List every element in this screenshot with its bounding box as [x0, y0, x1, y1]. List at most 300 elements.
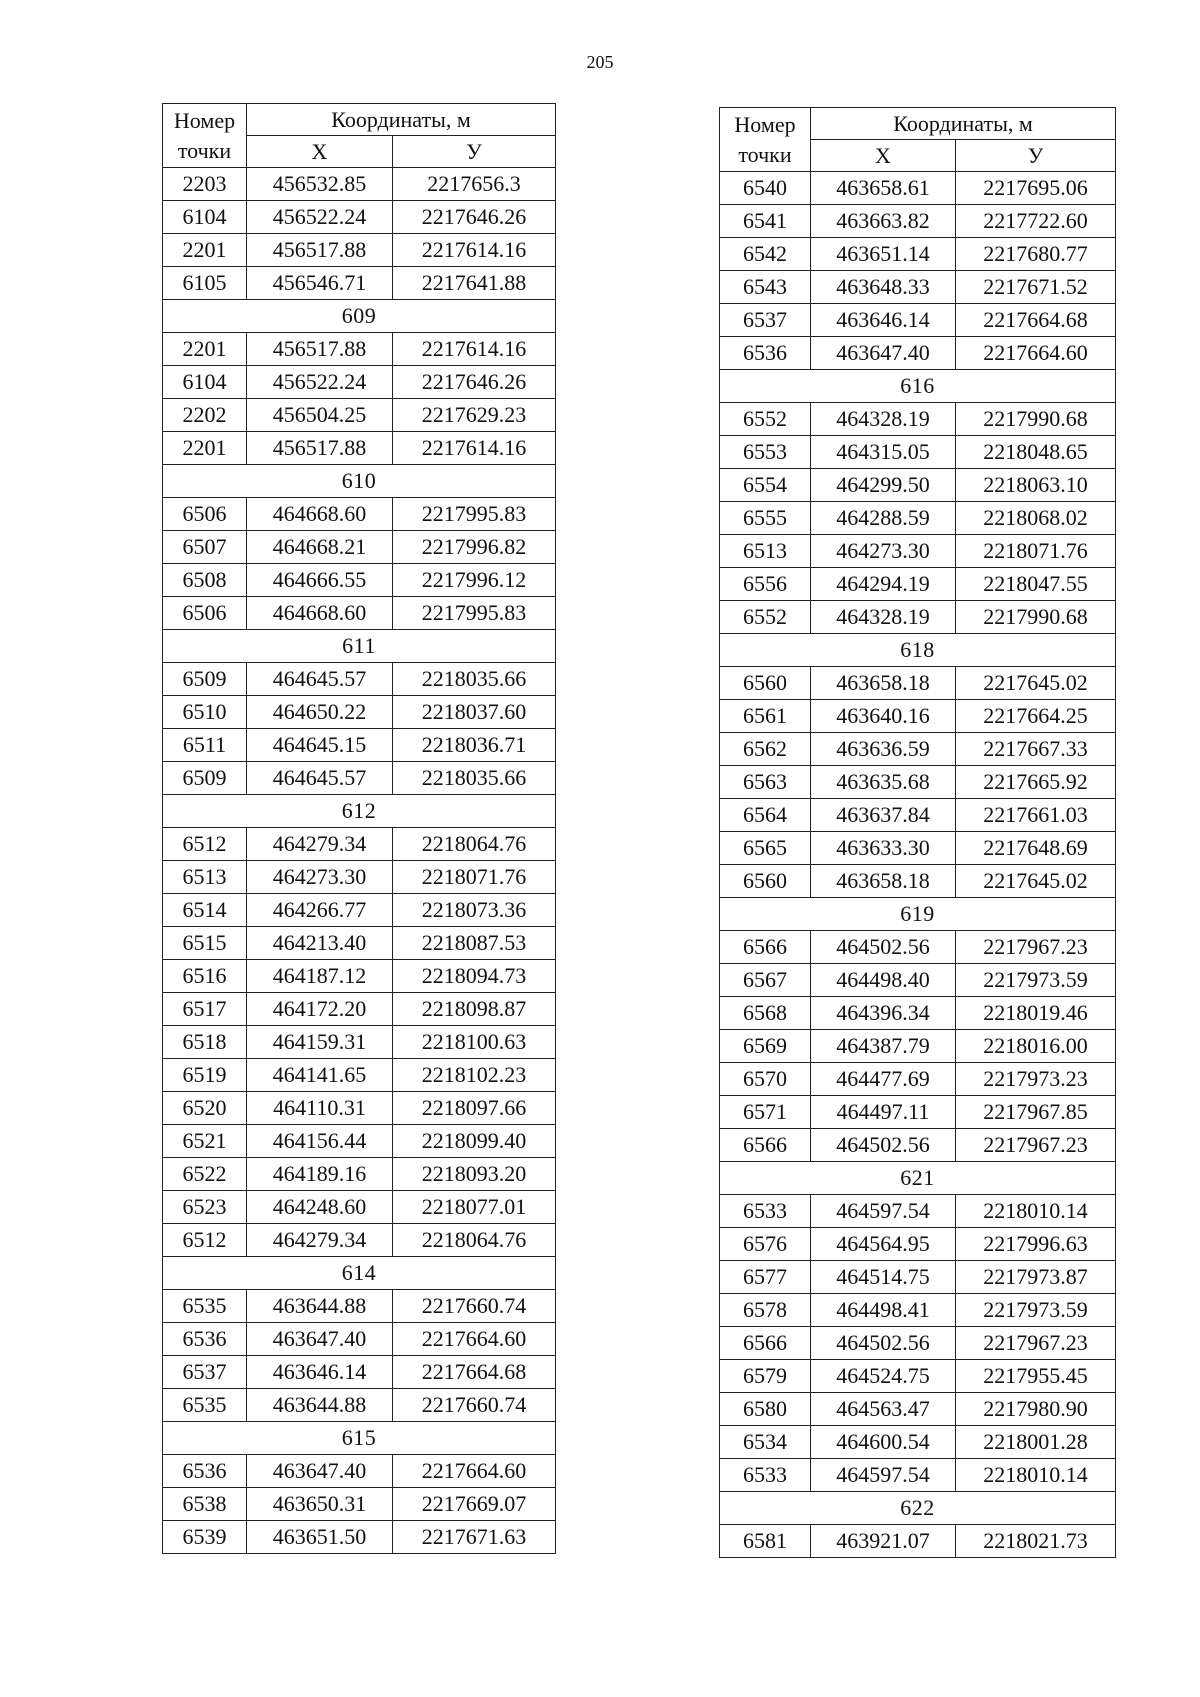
section-number: 621 [720, 1162, 1116, 1195]
point-number-cell: 6513 [720, 535, 811, 568]
table-row [163, 1323, 556, 1356]
x-coordinate-cell: 463921.07 [811, 1525, 956, 1558]
x-coordinate-cell: 456522.24 [247, 366, 393, 399]
table-row [163, 1455, 556, 1488]
point-number-cell: 6563 [720, 766, 811, 799]
point-number-cell: 6533 [720, 1195, 811, 1228]
x-coordinate-cell: 456546.71 [247, 267, 393, 300]
y-coordinate-cell: 2217614.16 [393, 432, 556, 465]
x-coordinate-cell: 464273.30 [247, 861, 393, 894]
table-row [163, 894, 556, 927]
table-row [720, 535, 1116, 568]
x-coordinate-cell: 456504.25 [247, 399, 393, 432]
x-coordinate-cell: 464328.19 [811, 403, 956, 436]
x-coordinate-cell: 464328.19 [811, 601, 956, 634]
x-coordinate-cell: 464315.05 [811, 436, 956, 469]
x-coordinate-cell: 463650.31 [247, 1488, 393, 1521]
point-number-cell: 6517 [163, 993, 247, 1026]
point-number-cell: 6521 [163, 1125, 247, 1158]
point-number-cell: 6515 [163, 927, 247, 960]
y-coordinate-cell: 2217660.74 [393, 1389, 556, 1422]
table-row [720, 403, 1116, 436]
table-row [720, 700, 1116, 733]
point-number-cell: 6513 [163, 861, 247, 894]
x-coordinate-cell: 464502.56 [811, 931, 956, 964]
y-coordinate-cell: 2217967.23 [956, 1327, 1116, 1360]
y-coordinate-cell: 2217664.68 [393, 1356, 556, 1389]
x-coordinate-cell: 464497.11 [811, 1096, 956, 1129]
point-number-cell: 6104 [163, 201, 247, 234]
table-row [163, 861, 556, 894]
point-number-cell: 6555 [720, 502, 811, 535]
table-row [163, 597, 556, 630]
y-coordinate-cell: 2217990.68 [956, 601, 1116, 634]
x-column-header: X [247, 136, 393, 168]
point-number-cell: 6571 [720, 1096, 811, 1129]
y-coordinate-cell: 2218097.66 [393, 1092, 556, 1125]
y-coordinate-cell: 2217967.85 [956, 1096, 1116, 1129]
point-number-cell: 6577 [720, 1261, 811, 1294]
y-column-header: У [956, 140, 1116, 172]
section-row [720, 1492, 1116, 1525]
x-coordinate-cell: 464645.15 [247, 729, 393, 762]
section-number: 612 [163, 795, 556, 828]
x-coordinate-cell: 464279.34 [247, 828, 393, 861]
table-body-left [163, 168, 556, 1554]
point-number-cell: 6567 [720, 964, 811, 997]
table-row [720, 502, 1116, 535]
y-coordinate-cell: 2217646.26 [393, 366, 556, 399]
x-coordinate-cell: 463651.50 [247, 1521, 393, 1554]
x-coordinate-cell: 464387.79 [811, 1030, 956, 1063]
coordinates-table-left [162, 103, 556, 1554]
point-number-cell: 6520 [163, 1092, 247, 1125]
x-coordinate-cell: 456517.88 [247, 432, 393, 465]
x-coordinate-cell: 464248.60 [247, 1191, 393, 1224]
y-coordinate-cell: 2218073.36 [393, 894, 556, 927]
x-coordinate-cell: 464502.56 [811, 1327, 956, 1360]
y-coordinate-cell: 2218098.87 [393, 993, 556, 1026]
x-coordinate-cell: 464299.50 [811, 469, 956, 502]
coordinates-header: Координаты, м [811, 108, 1116, 140]
section-row [720, 898, 1116, 931]
x-coordinate-cell: 464645.57 [247, 663, 393, 696]
y-coordinate-cell: 2217661.03 [956, 799, 1116, 832]
x-coordinate-cell: 464668.60 [247, 597, 393, 630]
x-coordinate-cell: 464477.69 [811, 1063, 956, 1096]
x-coordinate-cell: 463647.40 [247, 1455, 393, 1488]
table-row [720, 997, 1116, 1030]
table-row [163, 1026, 556, 1059]
point-number-header [720, 108, 811, 172]
y-coordinate-cell: 2217973.59 [956, 964, 1116, 997]
y-coordinate-cell: 2218094.73 [393, 960, 556, 993]
x-coordinate-cell: 463637.84 [811, 799, 956, 832]
point-number-cell: 6576 [720, 1228, 811, 1261]
point-number-cell: 6509 [163, 663, 247, 696]
point-number-cell: 6105 [163, 267, 247, 300]
table-row [720, 865, 1116, 898]
point-number-cell: 6542 [720, 238, 811, 271]
x-coordinate-cell: 464159.31 [247, 1026, 393, 1059]
section-number: 610 [163, 465, 556, 498]
x-coordinate-cell: 464141.65 [247, 1059, 393, 1092]
y-coordinate-cell: 2217973.87 [956, 1261, 1116, 1294]
y-coordinate-cell: 2217671.63 [393, 1521, 556, 1554]
y-coordinate-cell: 2218064.76 [393, 828, 556, 861]
table-row [720, 799, 1116, 832]
y-coordinate-cell: 2217955.45 [956, 1360, 1116, 1393]
y-coordinate-cell: 2218019.46 [956, 997, 1116, 1030]
table-row [720, 205, 1116, 238]
y-coordinate-cell: 2217695.06 [956, 172, 1116, 205]
y-coordinate-cell: 2217996.82 [393, 531, 556, 564]
table-row [163, 1389, 556, 1422]
x-coordinate-cell: 463644.88 [247, 1389, 393, 1422]
y-column-header: У [393, 136, 556, 168]
x-coordinate-cell: 463633.30 [811, 832, 956, 865]
point-number-cell: 6522 [163, 1158, 247, 1191]
y-coordinate-cell: 2217973.23 [956, 1063, 1116, 1096]
x-coordinate-cell: 464666.55 [247, 564, 393, 597]
y-coordinate-cell: 2217995.83 [393, 498, 556, 531]
point-number-cell: 6507 [163, 531, 247, 564]
section-row [163, 1422, 556, 1455]
x-coordinate-cell: 464563.47 [811, 1393, 956, 1426]
table-row [720, 1129, 1116, 1162]
y-coordinate-cell: 2218047.55 [956, 568, 1116, 601]
table-row [720, 1228, 1116, 1261]
y-coordinate-cell: 2218064.76 [393, 1224, 556, 1257]
section-number: 611 [163, 630, 556, 663]
table-row [163, 564, 556, 597]
y-coordinate-cell: 2217646.26 [393, 201, 556, 234]
section-row [163, 630, 556, 663]
y-coordinate-cell: 2218010.14 [956, 1459, 1116, 1492]
section-row [163, 465, 556, 498]
point-number-cell: 6552 [720, 601, 811, 634]
x-coordinate-cell: 463647.40 [247, 1323, 393, 1356]
section-number: 618 [720, 634, 1116, 667]
point-number-cell: 6523 [163, 1191, 247, 1224]
point-number-cell: 6533 [720, 1459, 811, 1492]
y-coordinate-cell: 2217980.90 [956, 1393, 1116, 1426]
y-coordinate-cell: 2217990.68 [956, 403, 1116, 436]
point-number-cell: 2201 [163, 234, 247, 267]
y-coordinate-cell: 2217664.60 [393, 1455, 556, 1488]
point-number-cell: 6516 [163, 960, 247, 993]
table-row [163, 1191, 556, 1224]
y-coordinate-cell: 2217680.77 [956, 238, 1116, 271]
table-row [163, 432, 556, 465]
y-coordinate-cell: 2217629.23 [393, 399, 556, 432]
point-number-cell: 6552 [720, 403, 811, 436]
table-row [163, 696, 556, 729]
table-row [720, 1294, 1116, 1327]
x-coordinate-cell: 463646.14 [811, 304, 956, 337]
section-number: 616 [720, 370, 1116, 403]
y-coordinate-cell: 2218071.76 [956, 535, 1116, 568]
point-number-cell: 2201 [163, 432, 247, 465]
point-number-cell: 6554 [720, 469, 811, 502]
x-coordinate-cell: 464396.34 [811, 997, 956, 1030]
x-coordinate-cell: 464502.56 [811, 1129, 956, 1162]
y-coordinate-cell: 2217614.16 [393, 234, 556, 267]
x-coordinate-cell: 464514.75 [811, 1261, 956, 1294]
x-coordinate-cell: 464597.54 [811, 1195, 956, 1228]
x-coordinate-cell: 463635.68 [811, 766, 956, 799]
point-number-cell: 6534 [720, 1426, 811, 1459]
x-coordinate-cell: 464279.34 [247, 1224, 393, 1257]
point-number-header-line2: точки [738, 142, 792, 167]
point-number-cell: 6537 [163, 1356, 247, 1389]
x-coordinate-cell: 464266.77 [247, 894, 393, 927]
x-coordinate-cell: 464524.75 [811, 1360, 956, 1393]
table-row [720, 1096, 1116, 1129]
x-coordinate-cell: 464498.40 [811, 964, 956, 997]
table-row [720, 832, 1116, 865]
point-number-cell: 6570 [720, 1063, 811, 1096]
y-coordinate-cell: 2218071.76 [393, 861, 556, 894]
table-row [720, 568, 1116, 601]
point-number-cell: 2202 [163, 399, 247, 432]
x-coordinate-cell: 464110.31 [247, 1092, 393, 1125]
table-row [720, 172, 1116, 205]
table-row [720, 766, 1116, 799]
point-number-cell: 6568 [720, 997, 811, 1030]
point-number-cell: 6553 [720, 436, 811, 469]
y-coordinate-cell: 2217645.02 [956, 667, 1116, 700]
y-coordinate-cell: 2218068.02 [956, 502, 1116, 535]
x-coordinate-cell: 463658.18 [811, 865, 956, 898]
point-number-cell: 6579 [720, 1360, 811, 1393]
table-row [163, 1356, 556, 1389]
x-coordinate-cell: 464668.21 [247, 531, 393, 564]
y-coordinate-cell: 2217722.60 [956, 205, 1116, 238]
x-coordinate-cell: 464600.54 [811, 1426, 956, 1459]
x-coordinate-cell: 463644.88 [247, 1290, 393, 1323]
y-coordinate-cell: 2217671.52 [956, 271, 1116, 304]
point-number-cell: 6535 [163, 1290, 247, 1323]
table-row [163, 762, 556, 795]
y-coordinate-cell: 2217669.07 [393, 1488, 556, 1521]
y-coordinate-cell: 2218036.71 [393, 729, 556, 762]
y-coordinate-cell: 2218063.10 [956, 469, 1116, 502]
y-coordinate-cell: 2218035.66 [393, 762, 556, 795]
table-row [163, 1521, 556, 1554]
section-row [163, 1257, 556, 1290]
x-coordinate-cell: 464288.59 [811, 502, 956, 535]
table-row [163, 267, 556, 300]
x-coordinate-cell: 464597.54 [811, 1459, 956, 1492]
x-coordinate-cell: 463647.40 [811, 337, 956, 370]
x-coordinate-cell: 456532.85 [247, 168, 393, 201]
point-number-cell: 6536 [163, 1455, 247, 1488]
x-coordinate-cell: 464498.41 [811, 1294, 956, 1327]
x-coordinate-cell: 463646.14 [247, 1356, 393, 1389]
table-row [163, 993, 556, 1026]
point-number-cell: 2201 [163, 333, 247, 366]
x-coordinate-cell: 464189.16 [247, 1158, 393, 1191]
x-coordinate-cell: 463651.14 [811, 238, 956, 271]
point-number-cell: 6518 [163, 1026, 247, 1059]
x-coordinate-cell: 464668.60 [247, 498, 393, 531]
point-number-cell: 6509 [163, 762, 247, 795]
table-row [720, 1261, 1116, 1294]
table-row [720, 733, 1116, 766]
table-body-right [720, 172, 1116, 1558]
y-coordinate-cell: 2218001.28 [956, 1426, 1116, 1459]
point-number-cell: 6541 [720, 205, 811, 238]
y-coordinate-cell: 2218021.73 [956, 1525, 1116, 1558]
y-coordinate-cell: 2217995.83 [393, 597, 556, 630]
point-number-cell: 6560 [720, 667, 811, 700]
y-coordinate-cell: 2217656.3 [393, 168, 556, 201]
point-number-cell: 6536 [163, 1323, 247, 1356]
point-number-cell: 6556 [720, 568, 811, 601]
point-number-cell: 6512 [163, 1224, 247, 1257]
x-coordinate-cell: 463658.18 [811, 667, 956, 700]
y-coordinate-cell: 2218102.23 [393, 1059, 556, 1092]
point-number-cell: 6566 [720, 1327, 811, 1360]
point-number-cell: 6536 [720, 337, 811, 370]
section-number: 615 [163, 1422, 556, 1455]
point-number-cell: 6510 [163, 696, 247, 729]
point-number-cell: 6543 [720, 271, 811, 304]
table-row [720, 271, 1116, 304]
x-coordinate-cell: 464273.30 [811, 535, 956, 568]
point-number-cell: 6560 [720, 865, 811, 898]
point-number-cell: 6540 [720, 172, 811, 205]
y-coordinate-cell: 2218037.60 [393, 696, 556, 729]
point-number-cell: 6514 [163, 894, 247, 927]
point-number-cell: 6511 [163, 729, 247, 762]
point-number-cell: 6512 [163, 828, 247, 861]
table-row [163, 1125, 556, 1158]
section-number: 622 [720, 1492, 1116, 1525]
point-number-cell: 6508 [163, 564, 247, 597]
y-coordinate-cell: 2218100.63 [393, 1026, 556, 1059]
point-number-cell: 6535 [163, 1389, 247, 1422]
y-coordinate-cell: 2218099.40 [393, 1125, 556, 1158]
table-row [163, 498, 556, 531]
y-coordinate-cell: 2217645.02 [956, 865, 1116, 898]
table-row [720, 1393, 1116, 1426]
point-number-cell: 6537 [720, 304, 811, 337]
x-coordinate-cell: 464172.20 [247, 993, 393, 1026]
x-coordinate-cell: 456517.88 [247, 333, 393, 366]
y-coordinate-cell: 2217667.33 [956, 733, 1116, 766]
table-row [720, 931, 1116, 964]
x-coordinate-cell: 463658.61 [811, 172, 956, 205]
point-number-header-line1: Номер [173, 108, 236, 133]
y-coordinate-cell: 2217665.92 [956, 766, 1116, 799]
y-coordinate-cell: 2218077.01 [393, 1191, 556, 1224]
point-number-cell: 6565 [720, 832, 811, 865]
point-number-cell: 6580 [720, 1393, 811, 1426]
point-number-header-line1: Номер [734, 112, 796, 137]
table-row [720, 238, 1116, 271]
section-number: 609 [163, 300, 556, 333]
table-row [163, 333, 556, 366]
table-row [163, 201, 556, 234]
table-row [720, 304, 1116, 337]
y-coordinate-cell: 2217664.68 [956, 304, 1116, 337]
table-row [163, 663, 556, 696]
x-coordinate-cell: 464213.40 [247, 927, 393, 960]
x-coordinate-cell: 463648.33 [811, 271, 956, 304]
x-coordinate-cell: 456517.88 [247, 234, 393, 267]
y-coordinate-cell: 2218035.66 [393, 663, 556, 696]
point-number-cell: 6564 [720, 799, 811, 832]
table-row [720, 1327, 1116, 1360]
table-row [163, 1092, 556, 1125]
table-row [163, 366, 556, 399]
table-row [163, 1059, 556, 1092]
table-row [163, 1290, 556, 1323]
y-coordinate-cell: 2218016.00 [956, 1030, 1116, 1063]
table-row [163, 729, 556, 762]
section-row [720, 1162, 1116, 1195]
x-coordinate-cell: 464156.44 [247, 1125, 393, 1158]
y-coordinate-cell: 2217660.74 [393, 1290, 556, 1323]
point-number-cell: 6539 [163, 1521, 247, 1554]
section-row [720, 370, 1116, 403]
table-row [163, 828, 556, 861]
y-coordinate-cell: 2217967.23 [956, 1129, 1116, 1162]
page-number: 205 [586, 52, 614, 72]
y-coordinate-cell: 2217641.88 [393, 267, 556, 300]
section-number: 614 [163, 1257, 556, 1290]
table-row [720, 337, 1116, 370]
y-coordinate-cell: 2217664.25 [956, 700, 1116, 733]
section-row [163, 300, 556, 333]
table-row [720, 601, 1116, 634]
y-coordinate-cell: 2217614.16 [393, 333, 556, 366]
table-row [720, 1030, 1116, 1063]
point-number-cell: 6104 [163, 366, 247, 399]
table-row [720, 1525, 1116, 1558]
point-number-cell: 6562 [720, 733, 811, 766]
x-coordinate-cell: 464564.95 [811, 1228, 956, 1261]
point-number-cell: 2203 [163, 168, 247, 201]
x-coordinate-cell: 456522.24 [247, 201, 393, 234]
y-coordinate-cell: 2217664.60 [956, 337, 1116, 370]
point-number-cell: 6581 [720, 1525, 811, 1558]
table-row [720, 469, 1116, 502]
table-row [163, 1224, 556, 1257]
y-coordinate-cell: 2218048.65 [956, 436, 1116, 469]
x-coordinate-cell: 463663.82 [811, 205, 956, 238]
y-coordinate-cell: 2217664.60 [393, 1323, 556, 1356]
x-coordinate-cell: 463640.16 [811, 700, 956, 733]
table-row [720, 667, 1116, 700]
coordinates-header: Координаты, м [247, 104, 556, 136]
point-number-cell: 6561 [720, 700, 811, 733]
table-row [163, 168, 556, 201]
x-column-header: X [811, 140, 956, 172]
y-coordinate-cell: 2217967.23 [956, 931, 1116, 964]
table-row [720, 1426, 1116, 1459]
y-coordinate-cell: 2217973.59 [956, 1294, 1116, 1327]
table-row [163, 927, 556, 960]
point-number-cell: 6569 [720, 1030, 811, 1063]
point-number-header-line2: точки [177, 138, 232, 163]
point-number-header [163, 104, 247, 168]
point-number-cell: 6506 [163, 498, 247, 531]
point-number-cell: 6578 [720, 1294, 811, 1327]
x-coordinate-cell: 464294.19 [811, 568, 956, 601]
